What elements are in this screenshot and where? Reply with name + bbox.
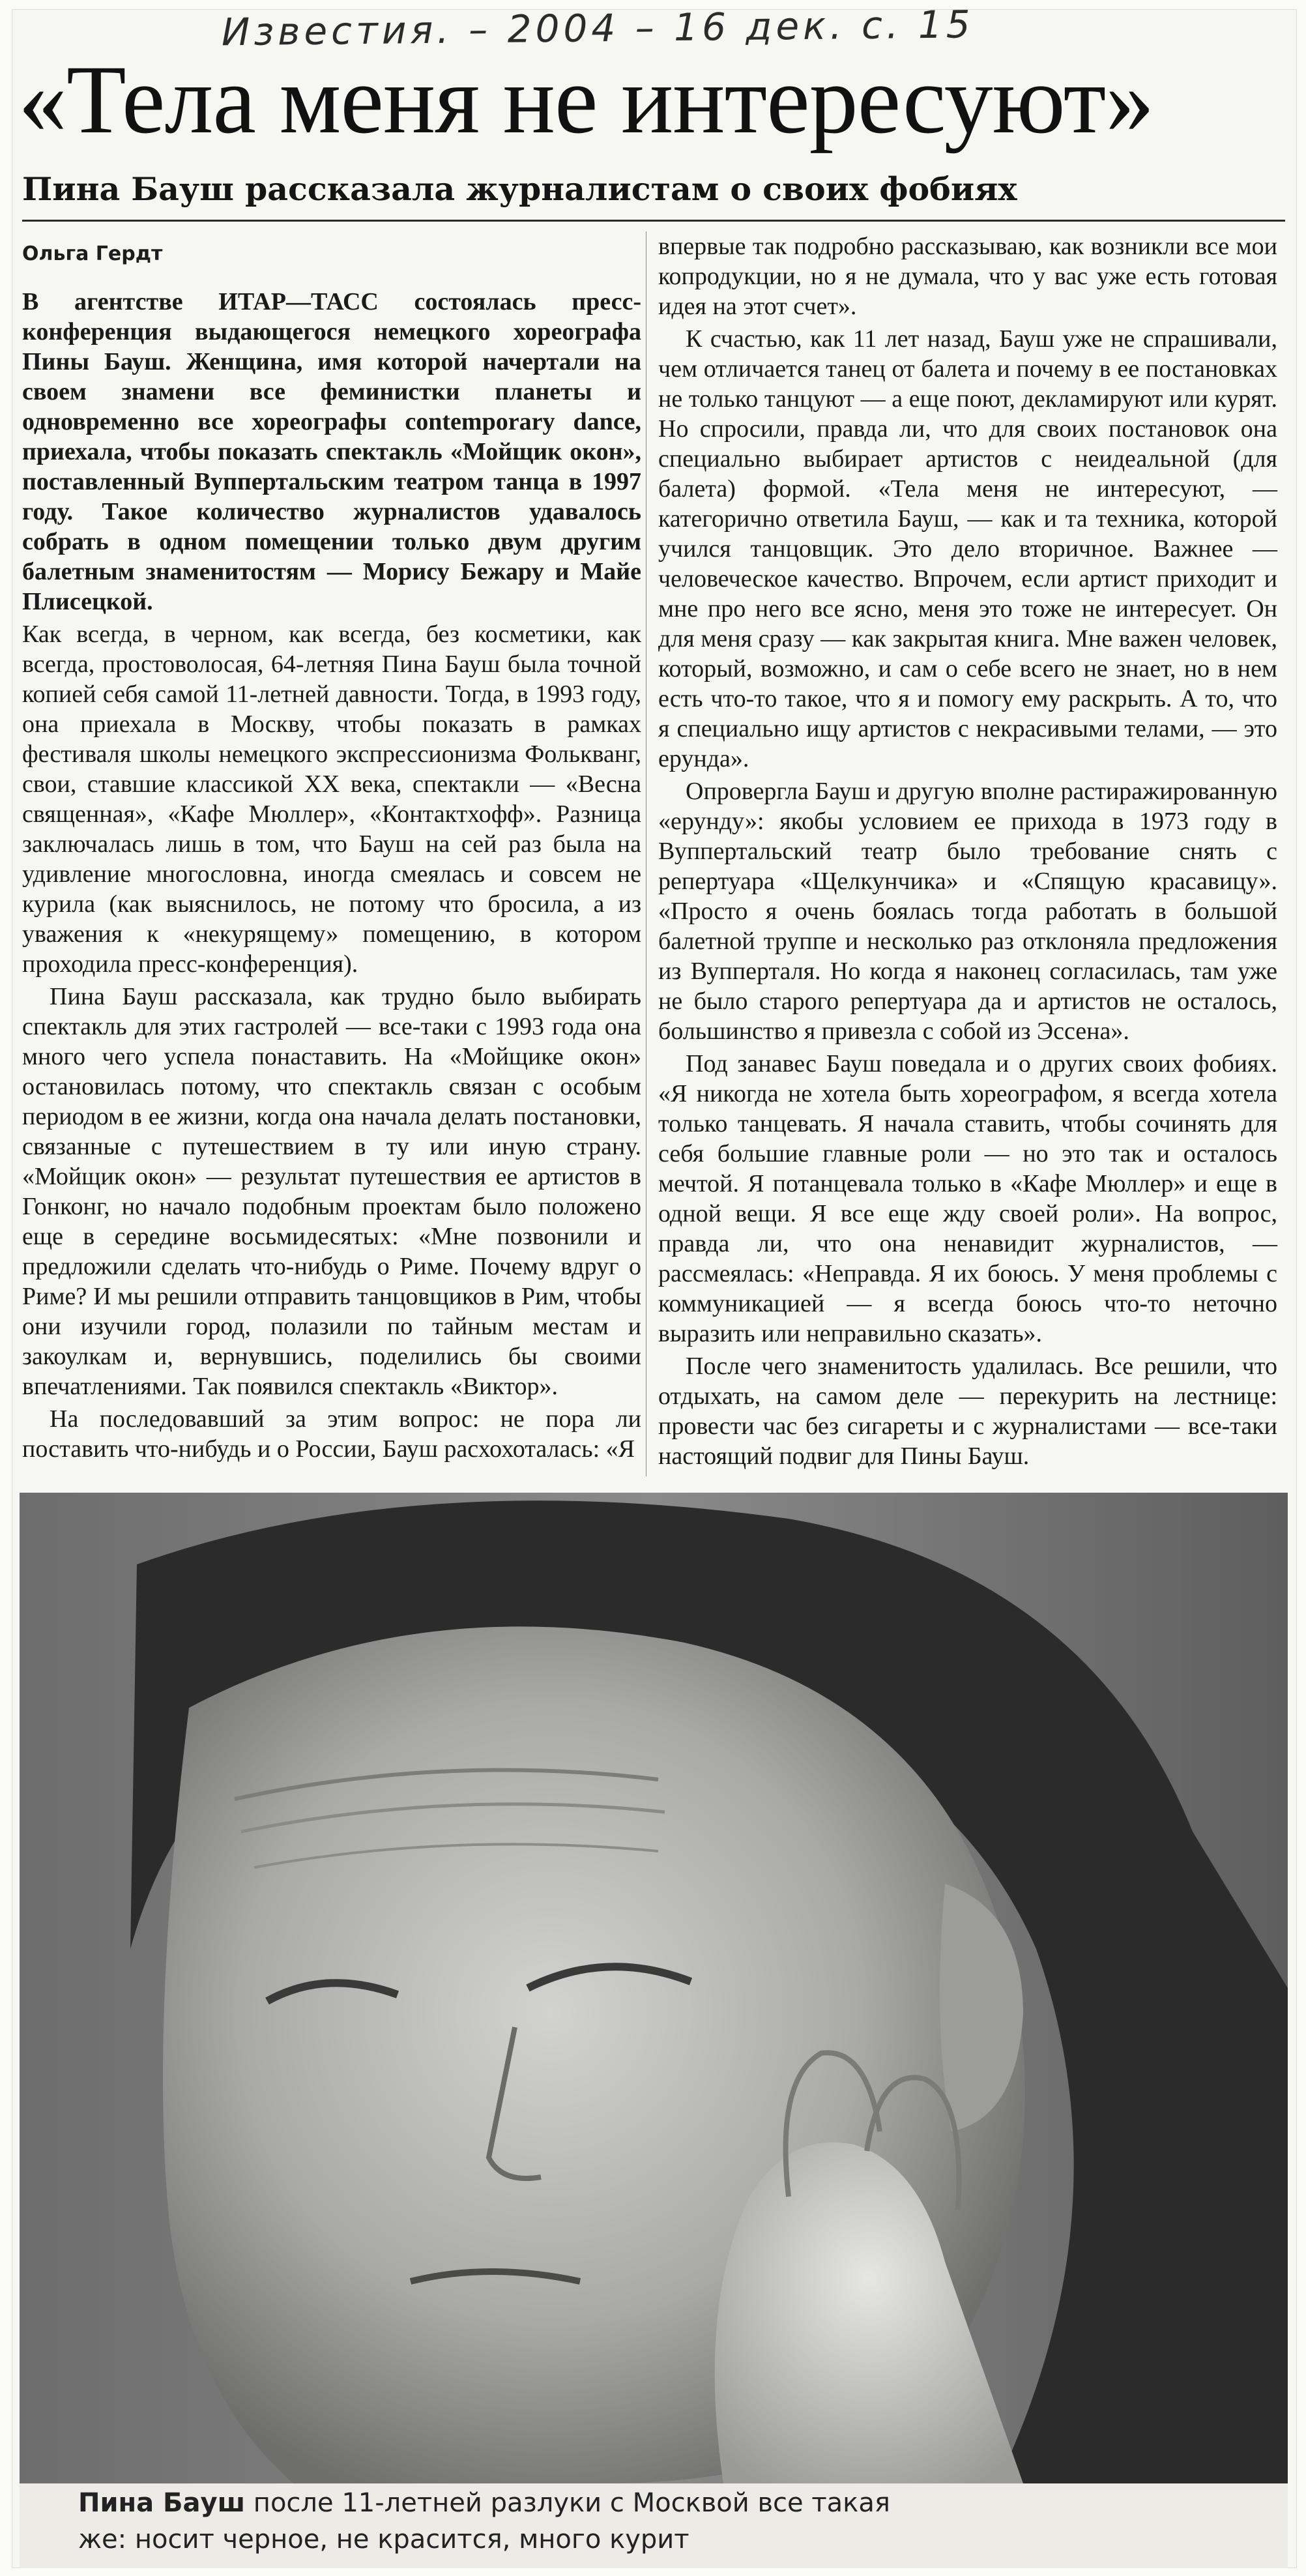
portrait-photo	[20, 1493, 1288, 2483]
caption-name: Пина Бауш	[78, 2488, 246, 2518]
headline-rule	[22, 220, 1285, 222]
lead-paragraph: В агентстве ИТАР—ТАСС состоялась пресс-конференция выдающегося немецкого хореографа Пины Бауш. Женщина, имя которой начертали на своем знамени все феминистки планеты и одновременно все хореографы contemporary dance, приехала, чтобы показать спектакль «Мойщик окон», поставленный Вуппертальским театром танца в 1997 году. Такое количество журналистов удавалось собрать в одном помещении только двум другим балетным знаменитостям — Морису Бежару и Майе Плисецкой.	[22, 288, 641, 615]
body-paragraph: Как всегда, в черном, как всегда, без косметики, как всегда, простоволосая, 64-летняя Пина Бауш была точной копией себя самой 11-летней давности. Тогда, в 1993 году, она приехала в Москву, чтобы показать в рамках фестиваля школы немецкого экспрессионизма Фолькванг, свои, ставшие классикой XX века, спектакли — «Весна священная», «Кафе Мюллер», «Контактхофф». Разница заключалась лишь в том, что Бауш на сей раз была на удивление многословна, иногда смеялась и совсем не курила (как выяснилось, не потому что бросила, а из уважения к «некурящему» помещению, в котором проходила пресс-конференция).	[22, 621, 641, 978]
portrait-illustration	[20, 1493, 1288, 2483]
body-paragraph: К счастью, как 11 лет назад, Бауш уже не спрашивали, чем отличается танец от балета и почему в ее постановках не только танцуют — а еще поют, декламируют или курят. Но спросили, правда ли, что для своих постановок она специально выбирает артистов с неидеальной (для балета) формой. «Тела меня не интересуют, — категорично ответила Бауш, — как и та техника, которой учился танцовщик. Это дело вторичное. Важнее — человеческое качество. Впрочем, если артист приходит и мне про него все ясно, меня это тоже не интересует. Он для меня сразу — как закрытая книга. Мне важен человек, который, возможно, и сам о себе всего не знает, но в нем есть что-то такое, что я и помогу ему раскрыть. А то, что я специально ищу артистов с некрасивыми телами, — это ерунда».	[658, 325, 1277, 772]
photo-caption	[78, 2485, 938, 2567]
headline: «Тела меня не интересуют»	[18, 46, 1154, 154]
article-column-right	[658, 231, 1277, 1486]
subheadline: Пина Бауш рассказала журналистам о своих фобиях	[22, 170, 1017, 208]
body-paragraph: впервые так подробно рассказываю, как возникли все мои копродукции, но я не думала, что у вас уже есть готовая идея на этот счет».	[658, 233, 1277, 320]
article-column-left	[22, 287, 641, 1486]
caption-text: после 11-летней разлуки с Москвой все такая же: носит черное, не красится, много курит	[78, 2488, 890, 2554]
body-paragraph: Пина Бауш рассказала, как трудно было выбирать спектакль для этих гастролей — все-таки с 1993 года она много чего успела понаставить. На «Мойщике окон» остановилась потому, что спектакль связан с особым периодом в ее жизни, когда она начала делать постановки, связанные с путешествием в ту или иную страну. «Мойщик окон» — результат путешествия ее артистов в Гонконг, но начало подобным проектам было положено еще в середине восьмидесятых: «Мне позвонили и предложили сделать что-нибудь о Риме. Почему вдруг о Риме? И мы решили отправить танцовщиков в Рим, чтобы они изучили город, полазили по тайным местам и закоулкам и, вернувшись, поделились бы своими впечатлениями. Так появился спектакль «Виктор».	[22, 983, 641, 1400]
author-byline: Ольга Гердт	[22, 242, 163, 265]
body-paragraph: После чего знаменитость удалилась. Все решили, что отдыхать, на самом деле — перекурить на лестнице: провести час без сигареты и с журналистами — все-таки настоящий подвиг для Пины Бауш.	[658, 1353, 1277, 1470]
body-paragraph: На последовавший за этим вопрос: не пора ли поставить что-нибудь и о России, Бауш расхохоталась: «Я	[22, 1405, 641, 1463]
handwritten-source-note: Известия. – 2004 – 16 дек. с. 15	[221, 2, 974, 55]
body-paragraph: Опровергла Бауш и другую вполне растиражированную «ерунду»: якобы условием ее прихода в 1973 году в Вуппертальский театр было требование снять с репертуара «Щелкунчика» и «Спящую красавицу». «Просто я очень боялась тогда работать в большой балетной труппе и несколько раз отклоняла предложения из Вупперталя. Но когда я наконец согласилась, там уже не было старого репертуара да и артистов не осталось, большинство я привезла с собой из Эссена».	[658, 778, 1277, 1045]
body-paragraph: Под занавес Бауш поведала и о других своих фобиях. «Я никогда не хотела быть хореографом, я всегда хотела только танцевать. Я начала ставить, чтобы сочинять для себя большие главные роли — но это так и осталось мечтой. Я потанцевала только в «Кафе Мюллер» и еще в одной вещи. Я все еще жду своей роли». На вопрос, правда ли, что она ненавидит журналистов, — рассмеялась: «Неправда. Я их боюсь. У меня проблемы с коммуникацией — я всегда боюсь что-то неточно выразить или неправильно сказать».	[658, 1050, 1277, 1347]
